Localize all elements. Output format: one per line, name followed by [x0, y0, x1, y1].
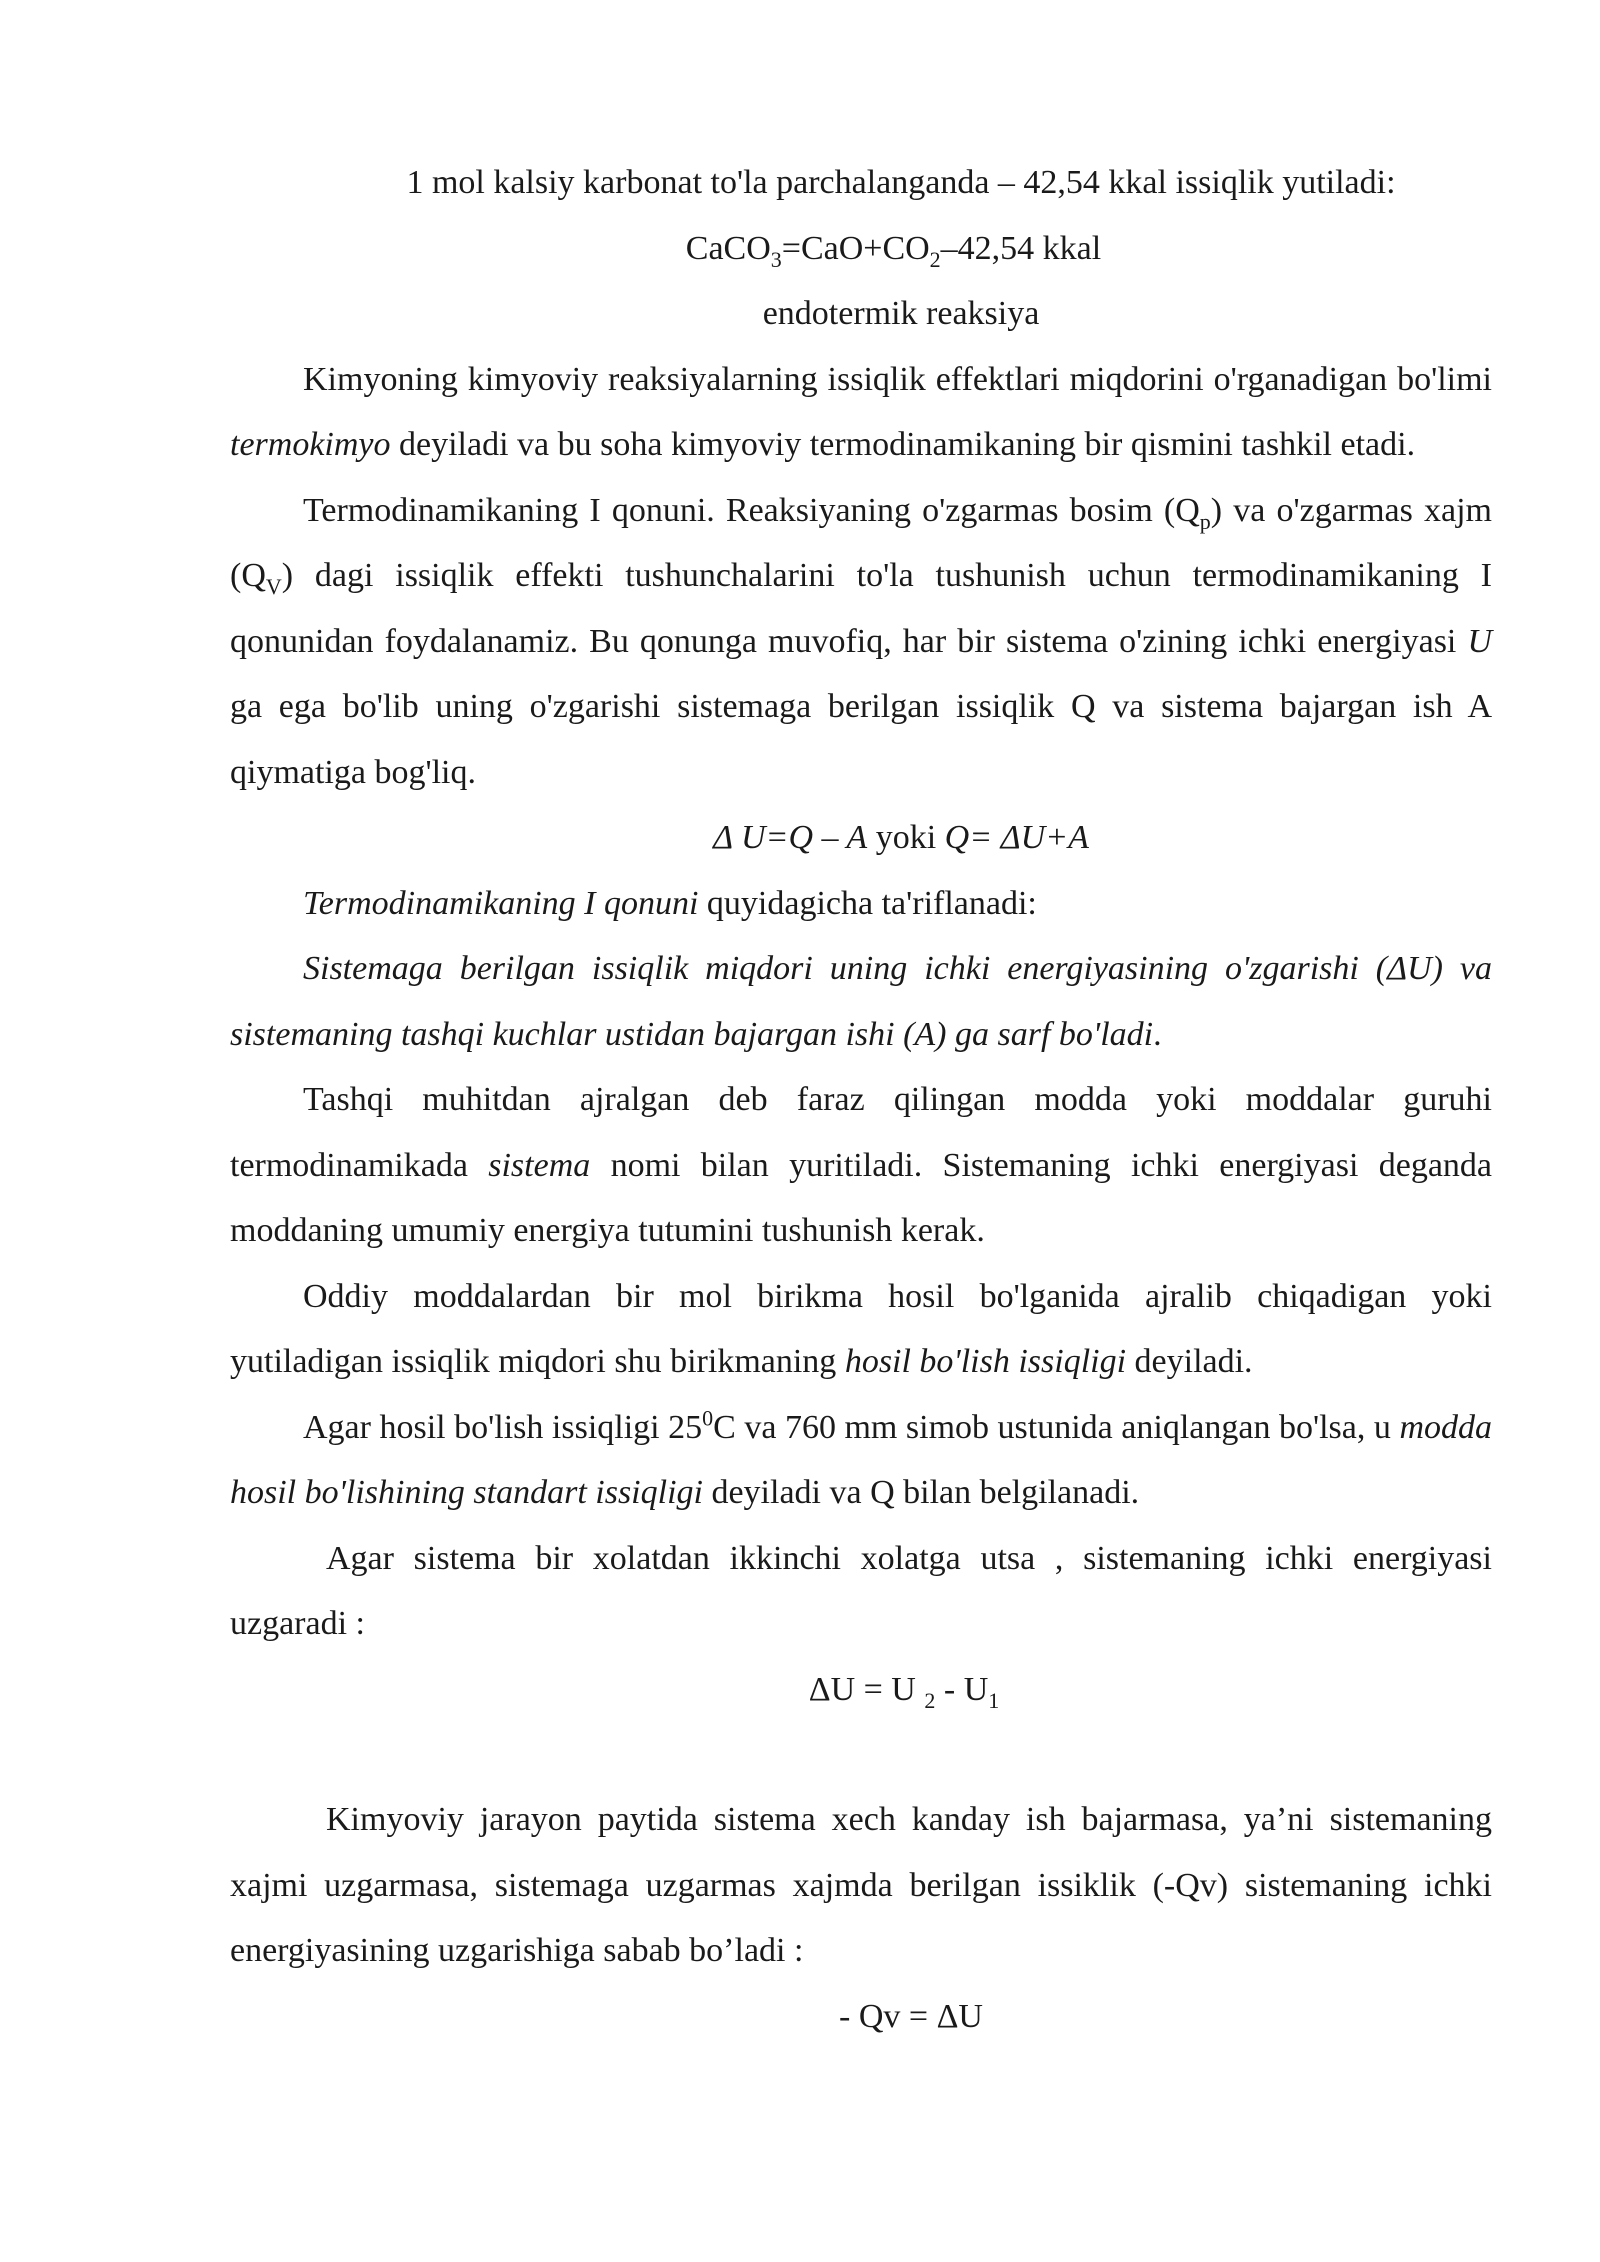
paragraph-state-change: Agar sistema bir xolatdan ikkinchi xolatga utsa , sistemaning ichki energiyasi uzgaradi :: [230, 1539, 1492, 1642]
paragraph-definition-intro: Termodinamikaning I qonuni quyidagicha ta'riflanadi:: [303, 884, 1037, 922]
paragraph-standard-heat: Agar hosil bo'lish issiqligi $25^0C$ va 760 mm simob ustunida aniqlangan bo'lsa, u modda hosil bo'lishining standart issiqligi deyiladi va Q bilan belgilanadi.: [230, 1405, 1492, 1511]
paragraph-termokimyo: Kimyoning kimyoviy reaksiyalarning issiqlik effektlari miqdorini o'rganadigan bo'limi termokimyo deyiladi va bu soha kimyoviy termodinamikaning bir qismini tashkil etadi.: [230, 360, 1492, 463]
paragraph-formation-heat: Oddiy moddalardan bir mol birikma hosil bo'lganida ajralib chiqadigan yoki yutiladigan issiqlik miqdori shu birikmaning hosil bo'lish issiqligi deyiladi.: [230, 1277, 1492, 1380]
qv-equation: - Qv = ΔU: [839, 1997, 983, 2035]
delta-u-equation: ΔU = U $_2 - U_1$: [808, 1670, 1000, 1713]
first-law-equation: Δ U=Q – A yoki Q= ΔU+A: [713, 819, 1089, 856]
paragraph-definition: Sistemaga berilgan issiqlik miqdori uning ichki energiyasining o'zgarishi (ΔU) va sistemaning tashqi kuchlar ustidan bajargan ishi (A) ga sarf bo'ladi.: [230, 950, 1492, 1053]
paragraph-sistema: Tashqi muhitdan ajralgan deb faraz qilingan modda yoki moddalar guruhi termodinamikada sistema nomi bilan yuritiladi. Sistemaning ichki energiyasi deganda moddaning umumiy energiya tutumini tushunish kerak.: [230, 1081, 1492, 1249]
blank-line: [230, 1722, 1492, 1787]
intro-line: 1 mol kalsiy karbonat to'la parchalanganda – 42,54 kkal issiqlik yutiladi:: [406, 164, 1396, 201]
document-page: [230, 150, 1492, 2049]
paragraph-first-law: Termodinamikaning I qonuni. Reaksiyaning o'zgarmas bosim $(Q_p)$ va o'zgarmas xajm $(Q_V)$ dagi issiqlik effekti tushunchalarini to'la tushunish uchun termodinamikaning I qonunidan foydalanamiz. Bu qonunga muvofiq, har bir sistema o'zining ichki energiyasi U ga ega bo'lib uning o'zgarishi sistemaga berilgan issiqlik Q va sistema bajargan ish A qiymatiga bog'liq.: [230, 491, 1493, 791]
reaction-equation: $CaCO_3=CaO+CO_2-42,54$ kkal: [685, 229, 1102, 272]
paragraph-constant-volume: Kimyoviy jarayon paytida sistema xech kanday ish bajarmasa, ya’ni sistemaning xajmi uzgarmasa, sistemaga uzgarmas xajmda berilgan issiklik (-Qv) sistemaning ichki energiyasining uzgarishiga sabab bo’ladi :: [230, 1801, 1492, 1969]
reaction-type-label: endotermik reaksiya: [762, 295, 1040, 332]
